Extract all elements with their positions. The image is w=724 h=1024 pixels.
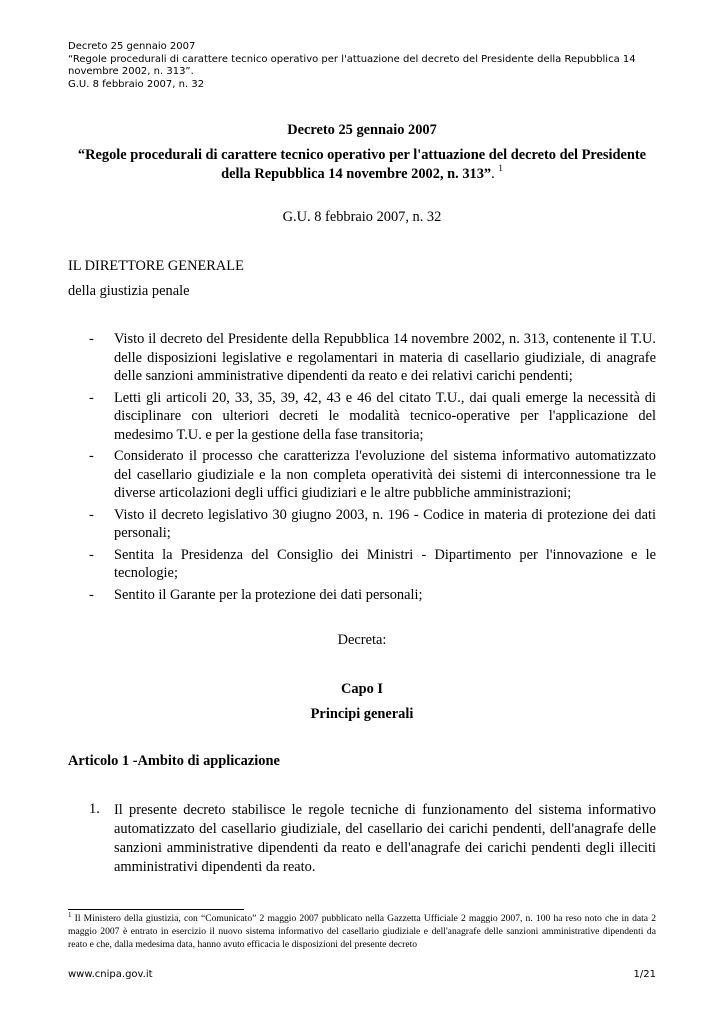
paragraph-number: 1.	[89, 801, 100, 817]
document-title	[68, 146, 656, 184]
list-dash: -	[89, 546, 94, 563]
list-item	[68, 586, 656, 605]
list-dash: -	[89, 448, 94, 464]
document-title-text: “Regole procedurali di carattere tecnico operativo per l'attuazione del decreto del Presidente della Repubblica 14 novembre 2002, n. 313”	[77, 147, 647, 182]
running-header-line: novembre 2002, n. 313”.	[68, 66, 194, 77]
list-dash: -	[89, 506, 94, 523]
list-item-text: Sentita la Presidenza del Consiglio dei Ministri - Dipartimento per l'innovazione e le tecnologie;	[114, 546, 656, 581]
running-header-line: Decreto 25 gennaio 2007	[68, 41, 196, 52]
footer-url[interactable]: www.cnipa.gov.it	[68, 969, 153, 980]
page-number: 1/21	[633, 969, 656, 980]
footnote-text: Il Ministero della giustizia, con “Comunicato” 2 maggio 2007 pubblicato nella Gazzetta Ufficiale 2 maggio 2007, n. 100 ha reso noto che in data 2 maggio 2007 è entrato in esercizio il nuovo sistema informativo del casellario giudiziale e dell'anagrafe delle sanzioni amministrative dipendenti da reato e che, dalla medesima data, hanno avuto efficacia le disposizioni del presente decreto	[68, 913, 656, 950]
list-item-text: Considerato il processo che caratterizza l'evoluzione del sistema informativo automatizzato del casellario giudiziale e la non completa operatività dei sistemi di interconnessione tra le diverse articolazioni degli uffici giudiziari e le altre pubbliche amministrazioni;	[114, 448, 656, 501]
list-dash: -	[89, 389, 94, 406]
list-item	[68, 389, 656, 445]
list-item	[68, 330, 656, 386]
list-item	[68, 447, 656, 503]
running-header-line: G.U. 8 febbraio 2007, n. 32	[68, 78, 205, 90]
gazzetta-reference: G.U. 8 febbraio 2007, n. 32	[282, 209, 442, 225]
title-trailing: .	[491, 166, 495, 182]
decreta-heading: Decreta:	[337, 632, 387, 648]
footnote	[68, 912, 656, 951]
list-item-text: Visto il decreto del Presidente della Repubblica 14 novembre 2002, n. 313, contenente il T.U. delle disposizioni legislative e regolamentari in materia di casellario giudiziale, di anagrafe delle sanzioni amministrative dipendenti da reato e dei relativi carichi pendenti;	[114, 331, 656, 384]
running-header-line: “Regole procedurali di carattere tecnico operativo per l'attuazione del decreto del Presidente della Repubblica 14	[68, 53, 636, 65]
article-paragraph	[68, 801, 656, 877]
authority-title: IL DIRETTORE GENERALE	[68, 258, 244, 274]
capo-number: Capo I	[341, 681, 383, 697]
paragraph-text: Il presente decreto stabilisce le regole tecniche di funzionamento del sistema informativo automatizzato del casellario giudiziale, del casellario dei carichi pendenti, dell'anagrafe delle sanzioni amministrative dipendenti da reato e dell'anagrafe dei carichi pendenti degli illeciti amministrativi dipendenti da reato.	[114, 802, 656, 875]
list-item	[68, 546, 656, 583]
list-item	[68, 506, 656, 543]
article-heading: Articolo 1 -Ambito di applicazione	[68, 753, 280, 769]
list-dash: -	[89, 331, 94, 347]
capo-name: Principi generali	[310, 706, 414, 722]
running-header	[68, 41, 658, 91]
document-title-date: Decreto 25 gennaio 2007	[287, 122, 437, 138]
premises-list	[68, 330, 656, 607]
list-dash: -	[89, 586, 94, 603]
footnote-number: 1	[68, 911, 72, 919]
footnote-separator	[68, 909, 244, 910]
list-item-text: Visto il decreto legislativo 30 giugno 2003, n. 196 - Codice in materia di protezione dei dati personali;	[114, 506, 656, 541]
authority-department: della giustizia penale	[68, 283, 190, 299]
list-item-text: Sentito il Garante per la protezione dei dati personali;	[114, 586, 423, 603]
list-item-text: Letti gli articoli 20, 33, 35, 39, 42, 43 e 46 del citato T.U., dai quali emerge la necessità di disciplinare con ulteriori decreti le modalità tecnico-operative per l'applicazione del medesimo T.U. e per la gestione della fase transitoria;	[114, 389, 656, 443]
footnote-reference[interactable]: 1	[498, 163, 503, 173]
